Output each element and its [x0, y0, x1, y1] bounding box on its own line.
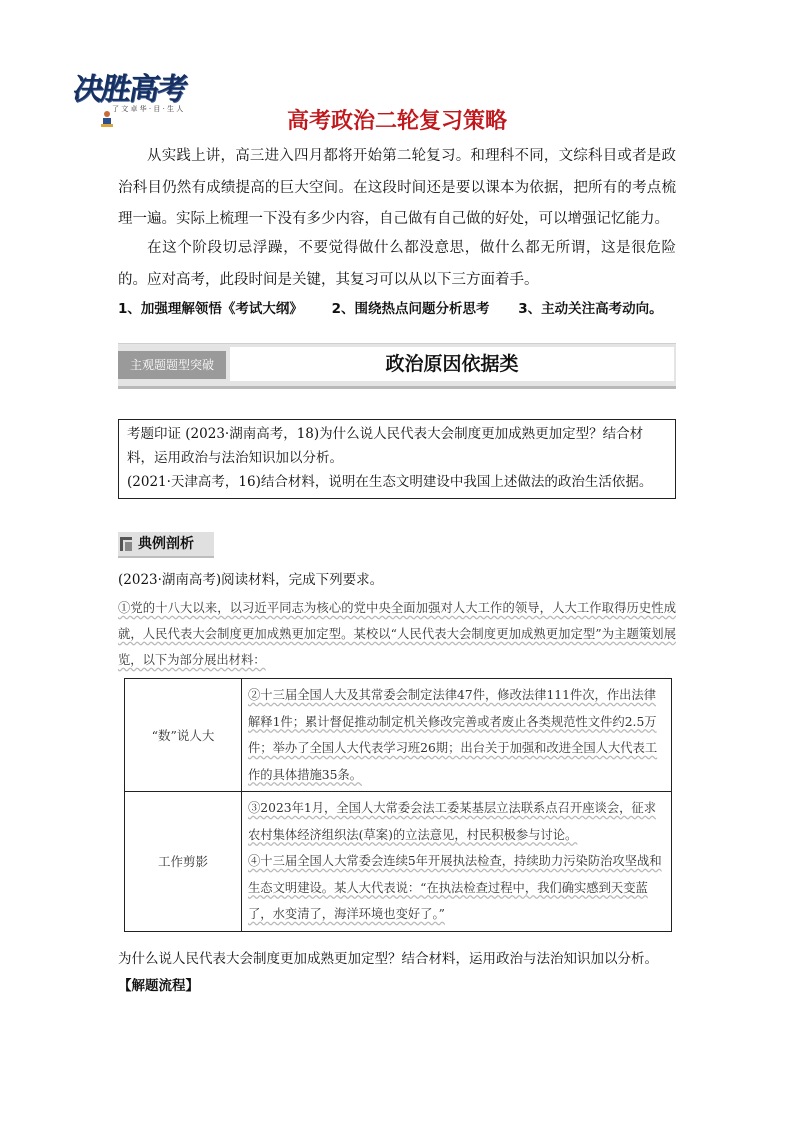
row-content [242, 792, 672, 932]
question-text: 为什么说人民代表大会制度更加成熟更加定型？结合材料，运用政治与法治知识加以分析。 [118, 951, 658, 967]
section-heading [118, 532, 214, 558]
row-header: “数”说人大 [125, 679, 242, 792]
banner-tag: 主观题题型突破 [118, 351, 226, 379]
material-table [124, 678, 672, 932]
key-points [118, 297, 688, 317]
logo-subtext: 了 文 卓 华 · 目 · 生 人 [112, 105, 184, 113]
key-point: 3、主动关注高考动向。 [518, 301, 663, 317]
logo-text: 决胜高考 [70, 72, 189, 107]
key-point: 1、加强理解领悟《考试大纲》 [118, 301, 303, 317]
example-intro: (2023·湖南高考)阅读材料，完成下列要求。 [118, 572, 384, 588]
table-row [125, 792, 672, 932]
material-text: ①党的十八大以来，以习近平同志为核心的党中央全面加强对人大工作的领导，人大工作取得历史性成就，人民代表大会制度更加成熟更加定型。某校以“人民代表大会制度更加成熟更加定型”为主题策划展览，以下为部分展出材料： [118, 601, 676, 667]
row-header: 工作剪影 [125, 792, 242, 932]
material-item: ④十三届全国人大常委会连续5年开展执法检查，持续助力污染防治攻坚战和生态文明建设。某人大代表说：“在执法检查过程中，我们确实感到天变蓝了，水变清了，海洋环境也变好了。” [248, 854, 662, 921]
intro-paragraph: 从实践上讲，高三进入四月都将开始第二轮复习。和理科不同，文综科目或者是政治科目仍然有成绩提高的巨大空间。在这段时间还是要以课本为依据，把所有的考点梳理一遍。实际上梳理一下没有多少内容，自己做有自己做的好处，可以增强记忆能力。 [118, 148, 676, 227]
row-content [242, 679, 672, 792]
material-item: ②十三届全国人大及其常委会制定法律47件，修改法律111件次，作出法律解释1件；累计督促推动制定机关修改完善或者废止各类规范性文件约2.5万件；举办了全国人大代表学习班26期；出台关于加强和改进全国人大代表工作的具体措施35条。 [248, 688, 658, 782]
banner-heading: 政治原因依据类 [230, 347, 674, 381]
exam-reference-line: (2021·天津高考，16)结合材料，说明在生态文明建设中我国上述做法的政治生活依据。 [127, 474, 653, 490]
material-item: ③2023年1月，全国人大常委会法工委某基层立法联系点召开座谈会，征求农村集体经济组织法(草案)的立法意见，村民积极参与讨论。 [248, 801, 657, 842]
topic-banner [118, 343, 676, 389]
advice-paragraph: 在这个阶段切忌浮躁，不要觉得做什么都没意思，做什么都无所谓，这是很危险的。应对高考，此段时间是关键，其复习可以从以下三方面着手。 [118, 240, 676, 288]
exam-reference-line: 考题印证 (2023·湖南高考，18)为什么说人民代表大会制度更加成熟更加定型？结合材料，运用政治与法治知识加以分析。 [127, 426, 644, 466]
section-label: 典例剖析 [138, 536, 194, 552]
process-label: 【解题流程】 [118, 978, 199, 994]
section-marker-icon [120, 537, 132, 551]
table-row [125, 679, 672, 792]
exam-reference-box [118, 419, 676, 499]
key-point: 2、围绕热点问题分析思考 [331, 301, 490, 317]
page-title: 高考政治二轮复习策略 [286, 109, 507, 134]
